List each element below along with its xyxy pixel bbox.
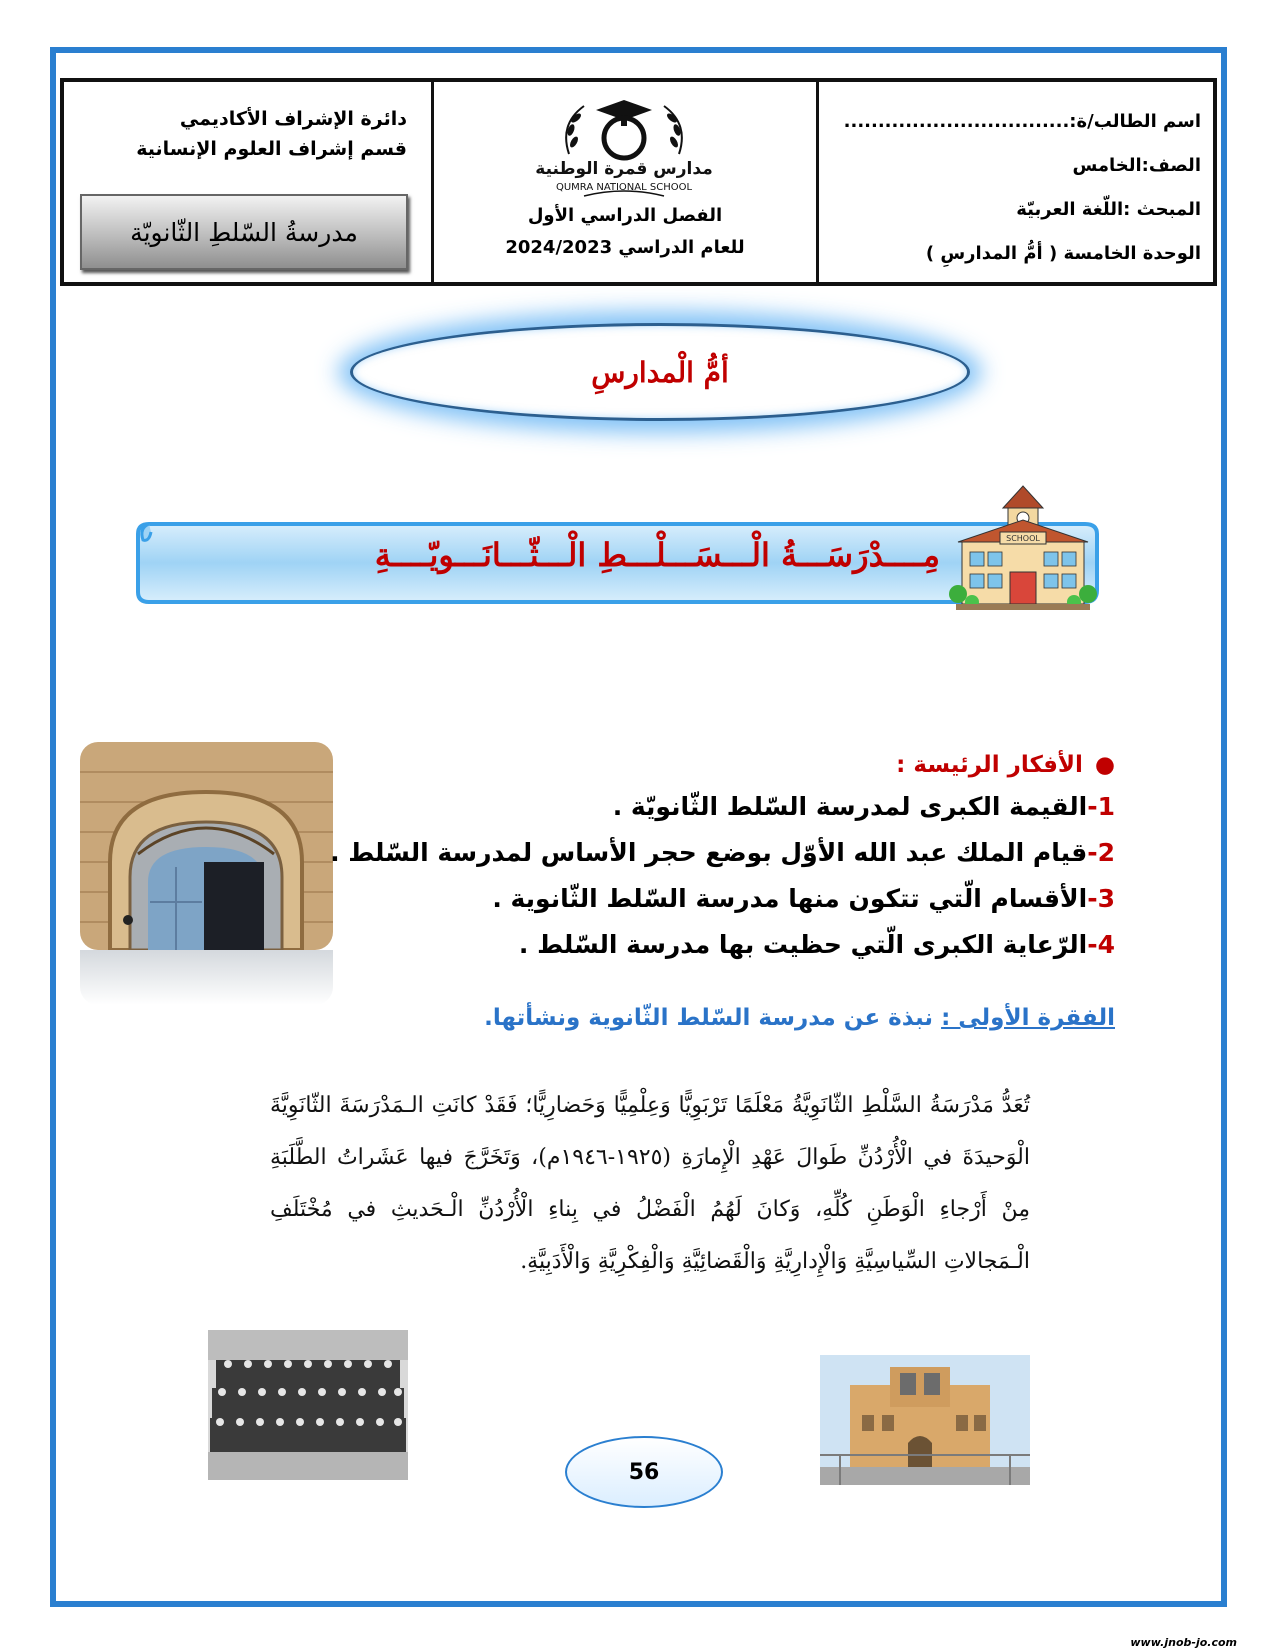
main-ideas-heading-text: الأفكار الرئيسة : <box>896 752 1083 778</box>
idea-text: الرّعاية الكبرى الّتي حظيت بها مدرسة السّلط . <box>518 930 1088 959</box>
paragraph-one-label: الفقرة الأولى : <box>941 1005 1115 1031</box>
grade-label: الصف:الخامس <box>1072 155 1201 176</box>
page-number-oval <box>565 1436 723 1508</box>
idea-number: 1- <box>1087 792 1115 821</box>
school-sign-text: SCHOOL <box>1006 534 1040 543</box>
historic-students-photo <box>208 1330 408 1480</box>
idea-item <box>335 876 1115 922</box>
idea-item <box>335 784 1115 830</box>
school-building-icon <box>948 480 1098 620</box>
section-name: قسم إشراف العلوم الإنسانية <box>136 138 407 160</box>
idea-text: قيام الملك عبد الله الأوّل بوضع حجر الأساس لمدرسة السّلط . <box>330 838 1088 867</box>
idea-text: القيمة الكبرى لمدرسة السّلط الثّانويّة . <box>612 792 1088 821</box>
logo-english-text: QUMRA NATIONAL SCHOOL <box>555 182 693 193</box>
school-building-photo <box>820 1355 1030 1485</box>
unit-label: الوحدة الخامسة ( أمُّ المدارسِ ) <box>925 243 1201 264</box>
photo-reflection <box>80 950 333 1005</box>
idea-item <box>335 922 1115 968</box>
lesson-title: أمُّ الْمدارسِ <box>591 355 729 389</box>
idea-number: 2- <box>1087 838 1115 867</box>
school-logo <box>474 94 774 202</box>
banner-title: مِــــدْرَسَـــةُ الْـــسَـــلْـــطِ الْـــثّـــانَـــويّــــةِ <box>374 536 940 574</box>
header-department-cell <box>64 82 434 282</box>
department-name: دائرة الإشراف الأكاديمي <box>179 108 407 130</box>
footer-url: www.jnob-jo.com <box>1130 1636 1237 1649</box>
idea-text: الأقسام الّتي تتكون منها مدرسة السّلط الثّانوية . <box>492 884 1088 913</box>
paragraph-one-title: نبذة عن مدرسة السّلط الثّانوية ونشأتها. <box>484 1005 942 1031</box>
school-entrance-photo <box>80 742 333 950</box>
lesson-title-oval <box>350 323 970 421</box>
paragraph-one-heading <box>484 1005 1115 1031</box>
idea-number: 3- <box>1087 884 1115 913</box>
reading-passage: تُعَدُّ مَدْرَسَةُ السَّلْطِ الثّانَوِيَّةُ مَعْلَمًا تَرْبَوِيًّا وَعِلْمِيًّا وَحَضارِيًّا؛ فَقَدْ كانَتِ الـمَدْرَسَةَ الثّانَوِيَّةَ الْوَحيدَةَ في الْأُرْدُنِّ طَوالَ عَهْدِ الْإِمارَةِ (١٩٢٥-١٩٤٦م)، وَتَخَرَّجَ فيها عَشَراتُ الطَّلَبَةِ مِنْ أَرْجاءِ الْوَطَنِ كُلِّهِ، وَكانَ لَهُمُ الْفَضْلُ في بِناءِ الْأُرْدُنِّ الْـحَديثِ في مُخْتَلَفِ الْـمَجالاتِ السِّياسِيَّةِ وَالْإِدارِيَّةِ وَالْقَضائِيَّةِ وَالْفِكْرِيَّةِ وَالْأَدَبِيَّةِ. <box>270 1093 1031 1274</box>
bullet-icon: ● <box>1094 752 1115 778</box>
academic-year: للعام الدراسي 2024/2023 <box>505 237 745 258</box>
student-name-field: اسم الطالب/ة:................................. <box>843 111 1201 132</box>
idea-number: 4- <box>1087 930 1115 959</box>
page-number: 56 <box>628 1459 660 1485</box>
subject-label: المبحث :اللّغة العربيّة <box>1016 199 1201 220</box>
school-name: مدرسةُ السّلطِ الثّانويّة <box>130 217 358 247</box>
header-table <box>60 78 1217 286</box>
school-name-box <box>80 194 408 270</box>
logo-arabic-text: مدارس قمرة الوطنية <box>535 159 713 179</box>
idea-item <box>330 830 1115 876</box>
semester-label: الفصل الدراسي الأول <box>527 205 723 226</box>
main-ideas-heading <box>335 746 1115 784</box>
header-logo-cell <box>434 82 819 282</box>
semester-info <box>434 200 816 264</box>
header-student-cell <box>819 82 1213 282</box>
main-ideas-list <box>330 746 1115 968</box>
